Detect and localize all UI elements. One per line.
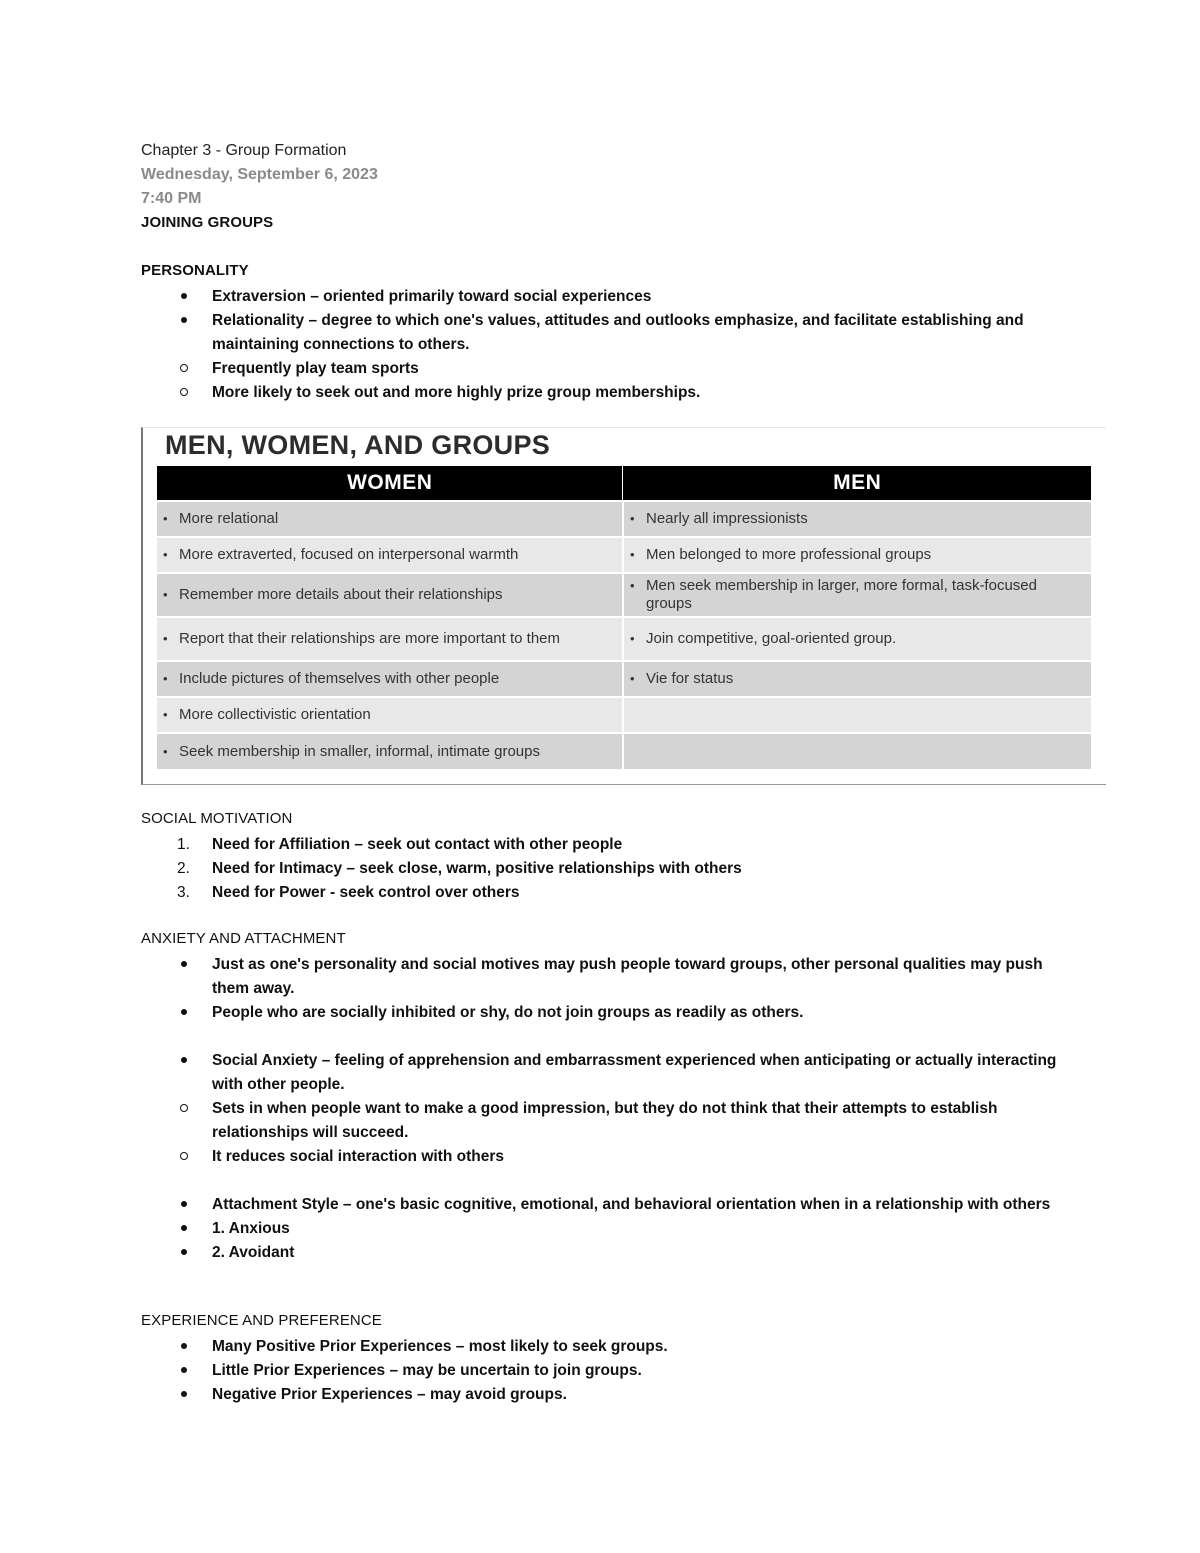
table-cell-women: • More extraverted, focused on interpersonal warmth [157,537,623,573]
bullet-icon [174,953,194,977]
list-item: Frequently play team sports [141,357,1081,381]
list-item: 1. Need for Affiliation – seek out contact with other people [177,836,623,853]
hollow-bullet-icon [174,357,194,381]
table-row [157,733,1091,769]
comparison-table [157,466,1091,769]
column-header-women: WOMEN [157,466,623,501]
figure-title: MEN, WOMEN, AND GROUPS [165,430,551,460]
experience-list [141,1335,1081,1407]
list-item: More likely to seek out and more highly prize group memberships. [141,381,1081,405]
column-header-men: MEN [623,466,1091,501]
table-row [157,697,1091,733]
bullet-icon [174,1217,194,1241]
table-row [157,573,1091,617]
list-item: It reduces social interaction with others [141,1145,1081,1169]
table-cell-women: • Report that their relationships are more important to them [157,617,623,661]
heading-anxiety-attachment: ANXIETY AND ATTACHMENT [141,930,346,947]
bullet-icon [174,1049,194,1073]
page-time: 7:40 PM [141,190,202,207]
heading-experience-preference: EXPERIENCE AND PREFERENCE [141,1312,382,1329]
personality-list [141,285,1081,405]
bullet-icon [174,1335,194,1359]
social-motivation-list [141,833,1081,905]
list-item: 1. Anxious [141,1217,1081,1241]
heading-personality: PERSONALITY [141,262,249,279]
table-row [157,537,1091,573]
hollow-bullet-icon [174,381,194,405]
hollow-bullet-icon [174,1145,194,1169]
table-cell-women: • More relational [157,501,623,537]
bullet-icon [174,1193,194,1217]
table-row [157,617,1091,661]
table-cell-women: • Include pictures of themselves with other people [157,661,623,697]
table-cell-women: • Seek membership in smaller, informal, intimate groups [157,733,623,769]
list-item: Little Prior Experiences – may be uncertain to join groups. [141,1359,1081,1383]
list-item: 2. Need for Intimacy – seek close, warm, positive relationships with others [177,860,742,877]
anxiety-list [141,953,1081,1265]
list-item: Relationality – degree to which one's values, attitudes and outlooks emphasize, and facilitate establishing and maintaining connections to others. [141,309,1081,357]
list-item: Social Anxiety – feeling of apprehension and embarrassment experienced when anticipating or actually interacting with other people. [141,1049,1081,1097]
table-cell-men: • Men belonged to more professional groups [623,537,1091,573]
bullet-icon [174,1383,194,1407]
list-item: 3. Need for Power - seek control over others [177,884,520,901]
page-title: Chapter 3 - Group Formation [141,142,347,159]
page-date: Wednesday, September 6, 2023 [141,166,378,183]
table-cell-men [623,733,1091,769]
bullet-icon [174,309,194,333]
table-cell-men: • Join competitive, goal-oriented group. [623,617,1091,661]
bullet-icon [174,1241,194,1265]
heading-joining-groups: JOINING GROUPS [141,214,274,231]
list-item: People who are socially inhibited or shy, do not join groups as readily as others. [141,1001,1081,1025]
bullet-icon [174,1359,194,1383]
bullet-icon [174,1001,194,1025]
list-item: Sets in when people want to make a good impression, but they do not think that their attempts to establish relationships will succeed. [141,1097,1081,1145]
list-item: Attachment Style – one's basic cognitive, emotional, and behavioral orientation when in a relationship with others [141,1193,1081,1217]
table-cell-women: • More collectivistic orientation [157,697,623,733]
list-item: 2. Avoidant [141,1241,1081,1265]
list-item: Many Positive Prior Experiences – most likely to seek groups. [141,1335,1081,1359]
bullet-icon [174,285,194,309]
table-cell-men: • Vie for status [623,661,1091,697]
heading-social-motivation: SOCIAL MOTIVATION [141,810,293,827]
table-row [157,661,1091,697]
table-cell-women: • Remember more details about their relationships [157,573,623,617]
list-item: Just as one's personality and social motives may push people toward groups, other personal qualities may push them away. [141,953,1081,1001]
hollow-bullet-icon [174,1097,194,1121]
list-item: Negative Prior Experiences – may avoid groups. [141,1383,1081,1407]
table-cell-men: • Men seek membership in larger, more formal, task-focused groups [623,573,1091,617]
table-row [157,501,1091,537]
table-cell-men: • Nearly all impressionists [623,501,1091,537]
list-item: Extraversion – oriented primarily toward social experiences [141,285,1081,309]
table-cell-men [623,697,1091,733]
men-women-groups-figure [141,427,1106,785]
